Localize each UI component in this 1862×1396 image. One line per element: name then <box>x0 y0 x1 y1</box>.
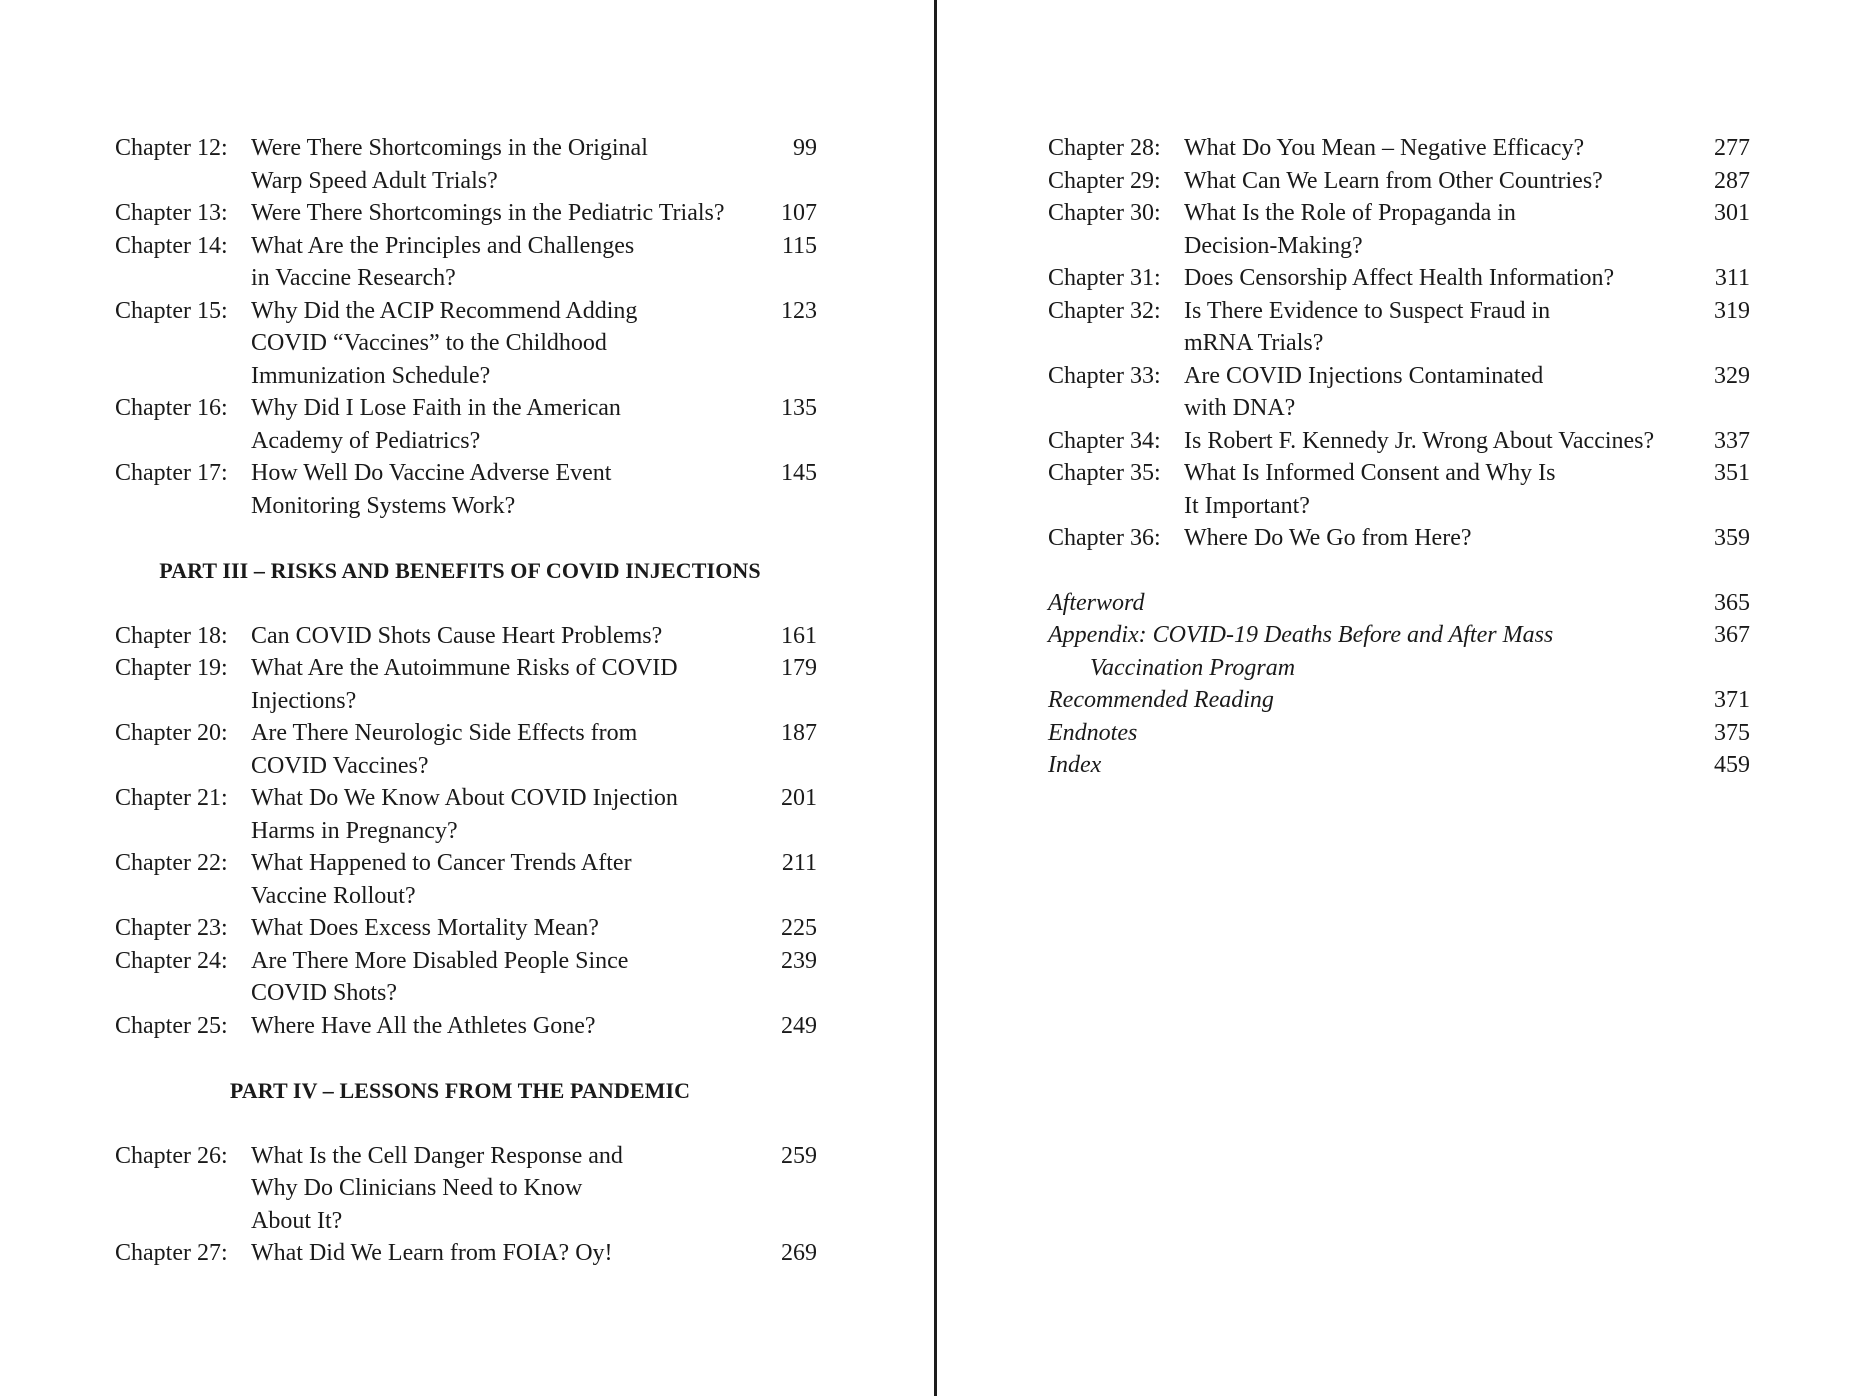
chapter-number: Chapter 15: <box>115 297 228 324</box>
chapter-title <box>251 392 721 457</box>
page-number: 201 <box>781 785 817 811</box>
right-toc <box>1048 132 1750 782</box>
back-matter-title-line: Vaccination Program <box>1090 654 1296 681</box>
toc-entry[interactable] <box>115 1237 817 1270</box>
chapter-title-line: Are There More Disabled People Since <box>251 947 629 974</box>
part-heading: PART IV – LESSONS FROM THE PANDEMIC <box>229 1078 691 1103</box>
chapter-title-line: What Do You Mean – Negative Efficacy? <box>1184 135 1585 161</box>
chapter-title-line: mRNA Trials? <box>1184 330 1324 356</box>
chapter-title <box>1184 457 1654 522</box>
chapter-title-line: Were There Shortcomings in the Original <box>251 135 648 161</box>
chapter-title-line: Is Robert F. Kennedy Jr. Wrong About Vaccines? <box>1184 427 1655 454</box>
page-number: 269 <box>781 1240 817 1266</box>
chapter-number: Chapter 21: <box>115 785 228 811</box>
page-number: 351 <box>1714 460 1750 486</box>
back-matter-list <box>1048 587 1750 782</box>
chapter-title-line: Why Did I Lose Faith in the American <box>251 395 621 421</box>
toc-entry[interactable] <box>1048 197 1750 262</box>
page-number: 311 <box>1714 265 1750 291</box>
chapter-title-line: Injections? <box>251 687 357 714</box>
toc-entry[interactable] <box>1048 165 1750 198</box>
chapter-title-line: Immunization Schedule? <box>251 362 491 389</box>
chapter-number: Chapter 32: <box>1048 297 1161 324</box>
chapter-title-line: What Do We Know About COVID Injection <box>251 785 678 811</box>
chapter-title <box>251 782 721 847</box>
toc-entry[interactable] <box>115 620 817 653</box>
chapter-title-line: How Well Do Vaccine Adverse Event <box>251 460 612 486</box>
chapter-title-line: What Is Informed Consent and Why Is <box>1184 460 1556 486</box>
chapter-title-line: COVID Vaccines? <box>251 752 429 779</box>
chapter-title <box>251 1140 721 1238</box>
page-number: 337 <box>1714 427 1750 454</box>
chapter-number: Chapter 34: <box>1048 427 1161 454</box>
back-matter-title-line: Endnotes <box>1048 719 1138 746</box>
toc-entry[interactable] <box>115 1010 817 1043</box>
chapter-title <box>251 912 721 945</box>
chapter-title-line: About It? <box>251 1207 343 1234</box>
toc-entry[interactable] <box>115 457 817 522</box>
chapter-title-line: Where Have All the Athletes Gone? <box>251 1012 596 1039</box>
page-number: 365 <box>1714 589 1750 616</box>
chapter-title-line: What Is the Role of Propaganda in <box>1184 200 1516 226</box>
toc-entry[interactable] <box>1048 360 1750 425</box>
chapter-title-line: COVID Shots? <box>251 980 398 1006</box>
chapter-title-line: What Did We Learn from FOIA? Oy! <box>251 1240 613 1266</box>
chapter-title-line: Why Do Clinicians Need to Know <box>251 1175 583 1201</box>
page-number: 99 <box>793 135 817 161</box>
page-number: 115 <box>781 232 817 259</box>
back-matter-title <box>1048 619 1750 684</box>
toc-entry[interactable] <box>1048 295 1750 360</box>
chapter-title <box>251 295 721 393</box>
left-toc <box>115 132 817 1270</box>
chapter-title <box>251 717 721 782</box>
chapter-title <box>251 132 721 197</box>
back-matter-title <box>1048 587 1750 620</box>
back-matter-entry[interactable] <box>1048 684 1750 717</box>
toc-entry[interactable] <box>115 912 817 945</box>
right-page <box>937 0 1862 1396</box>
chapter-number: Chapter 29: <box>1048 167 1161 194</box>
chapter-number: Chapter 13: <box>115 200 228 226</box>
page-number: 259 <box>781 1142 817 1169</box>
back-matter-entry[interactable] <box>1048 587 1750 620</box>
back-matter-title <box>1048 684 1750 717</box>
chapter-number: Chapter 26: <box>115 1142 228 1169</box>
chapter-number: Chapter 28: <box>1048 135 1161 161</box>
toc-entry[interactable] <box>115 132 817 197</box>
chapter-number: Chapter 33: <box>1048 362 1161 389</box>
chapter-title-line: What Is the Cell Danger Response and <box>251 1142 623 1169</box>
chapter-title-line: What Are the Principles and Challenges <box>251 232 635 259</box>
page-number: 211 <box>781 850 817 876</box>
toc-entry[interactable] <box>115 1140 817 1238</box>
page-number: 249 <box>781 1012 817 1039</box>
page-number: 301 <box>1714 200 1750 226</box>
chapter-title-line: What Are the Autoimmune Risks of COVID <box>251 655 678 681</box>
toc-entry[interactable] <box>1048 132 1750 165</box>
toc-entry[interactable] <box>115 945 817 1010</box>
chapter-number: Chapter 22: <box>115 850 228 876</box>
chapter-title-line: Can COVID Shots Cause Heart Problems? <box>251 622 663 649</box>
page-number: 225 <box>781 915 817 941</box>
toc-entry[interactable] <box>115 197 817 230</box>
toc-entry[interactable] <box>1048 262 1750 295</box>
chapter-number: Chapter 36: <box>1048 525 1161 551</box>
chapter-title <box>251 457 721 522</box>
toc-entry[interactable] <box>115 847 817 912</box>
chapter-title-line: Why Did the ACIP Recommend Adding <box>251 297 638 324</box>
back-matter-title <box>1048 717 1750 750</box>
chapter-title <box>251 1010 721 1043</box>
chapter-number: Chapter 14: <box>115 232 228 259</box>
chapter-title-line: Harms in Pregnancy? <box>251 817 458 844</box>
back-matter-title-line: Recommended Reading <box>1048 687 1274 713</box>
page-number: 459 <box>1714 752 1750 778</box>
toc-entry[interactable] <box>115 295 817 393</box>
page-number: 187 <box>781 720 817 746</box>
chapter-number: Chapter 16: <box>115 395 228 421</box>
chapter-number: Chapter 24: <box>115 947 228 974</box>
toc-entry[interactable] <box>115 717 817 782</box>
page-number: 319 <box>1714 297 1750 324</box>
back-matter-entry[interactable] <box>1048 717 1750 750</box>
chapter-number: Chapter 35: <box>1048 460 1161 486</box>
chapter-title <box>1184 295 1654 360</box>
chapter-title <box>1184 262 1654 295</box>
chapter-title-line: Academy of Pediatrics? <box>251 427 481 454</box>
chapter-title-line: Are COVID Injections Contaminated <box>1184 362 1544 389</box>
chapter-title-line: Were There Shortcomings in the Pediatric Trials? <box>251 200 725 226</box>
chapter-title-line: Decision-Making? <box>1184 232 1363 259</box>
chapter-title-line: Are There Neurologic Side Effects from <box>251 720 638 746</box>
back-matter-title <box>1048 749 1750 782</box>
chapter-number: Chapter 17: <box>115 460 228 486</box>
page-number: 359 <box>1714 525 1750 551</box>
chapter-title-line: What Does Excess Mortality Mean? <box>251 915 599 941</box>
page-number: 145 <box>781 460 817 486</box>
chapter-number: Chapter 20: <box>115 720 228 746</box>
back-matter-title-line: Index <box>1048 752 1102 778</box>
chapter-number: Chapter 18: <box>115 622 228 649</box>
chapter-number: Chapter 25: <box>115 1012 228 1039</box>
chapter-title-line: Does Censorship Affect Health Information? <box>1184 265 1615 291</box>
part-heading: PART III – RISKS AND BENEFITS OF COVID INJECTIONS <box>159 558 761 583</box>
chapter-title <box>1184 197 1654 262</box>
page-number: 371 <box>1714 687 1750 713</box>
page-number: 287 <box>1714 167 1750 194</box>
chapter-title <box>1184 132 1654 165</box>
chapter-title-line: Is There Evidence to Suspect Fraud in <box>1184 297 1551 324</box>
toc-entry[interactable] <box>115 782 817 847</box>
toc-entry[interactable] <box>1048 457 1750 522</box>
page-number: 329 <box>1714 362 1750 389</box>
chapter-number: Chapter 12: <box>115 135 228 161</box>
chapter-title <box>251 620 721 653</box>
page-number: 179 <box>781 655 817 681</box>
page-number: 161 <box>781 622 817 649</box>
chapter-title-line: Warp Speed Adult Trials? <box>251 167 498 194</box>
chapter-title <box>251 1237 721 1270</box>
chapter-number: Chapter 30: <box>1048 200 1161 226</box>
page-number: 239 <box>781 947 817 974</box>
page-number: 107 <box>781 200 817 226</box>
chapter-title <box>1184 425 1654 458</box>
back-matter-entry[interactable] <box>1048 619 1750 684</box>
chapter-title <box>1184 165 1654 198</box>
chapter-number: Chapter 19: <box>115 655 228 681</box>
page-number: 277 <box>1714 135 1750 161</box>
toc-entry[interactable] <box>115 392 817 457</box>
page-number: 135 <box>781 395 817 421</box>
chapter-title <box>251 230 721 295</box>
chapter-title-line: What Can We Learn from Other Countries? <box>1184 167 1603 194</box>
toc-entry[interactable] <box>1048 522 1750 555</box>
chapter-title-line: Vaccine Rollout? <box>251 882 416 909</box>
chapter-title-line: Where Do We Go from Here? <box>1184 525 1472 551</box>
page-number: 367 <box>1714 622 1750 648</box>
chapter-title-line: It Important? <box>1184 492 1310 519</box>
chapter-title-line: with DNA? <box>1184 395 1296 421</box>
chapter-title-line: COVID “Vaccines” to the Childhood <box>251 330 607 356</box>
chapter-number: Chapter 31: <box>1048 265 1161 291</box>
chapter-title <box>251 945 721 1010</box>
toc-entry[interactable] <box>115 230 817 295</box>
chapter-title <box>251 197 725 230</box>
back-matter-title-line: Afterword <box>1048 589 1145 616</box>
chapter-title-line: Monitoring Systems Work? <box>251 492 516 519</box>
back-matter-title-line: Appendix: COVID-19 Deaths Before and After Mass <box>1048 622 1554 648</box>
chapter-title-line: What Happened to Cancer Trends After <box>251 850 632 876</box>
chapter-title-line: in Vaccine Research? <box>251 265 456 291</box>
toc-entry[interactable] <box>115 652 817 717</box>
chapter-title <box>1184 360 1654 425</box>
chapter-number: Chapter 23: <box>115 915 228 941</box>
chapter-number: Chapter 27: <box>115 1240 228 1266</box>
page-number: 375 <box>1714 719 1750 746</box>
chapter-title <box>1184 522 1654 555</box>
chapter-title <box>251 652 721 717</box>
toc-entry[interactable] <box>1048 425 1750 458</box>
page-number: 123 <box>781 297 817 324</box>
chapter-title <box>251 847 721 912</box>
back-matter-entry[interactable] <box>1048 749 1750 782</box>
